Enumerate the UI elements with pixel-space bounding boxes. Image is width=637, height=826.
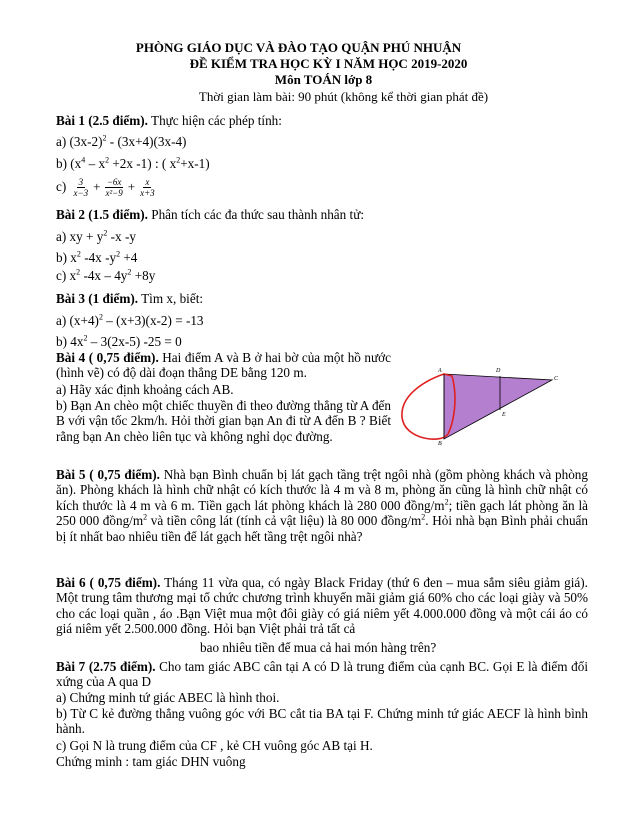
- bai7-d: Chứng minh : tam giác DHN vuông: [56, 754, 246, 769]
- bai2-b-pre: b) x: [56, 250, 77, 265]
- bai3-a-sup: 2: [98, 312, 103, 322]
- label-c: C: [554, 376, 559, 382]
- bai3-text: Tìm x, biết:: [138, 291, 204, 306]
- bai2-c-mid: -4x – 4y: [80, 268, 128, 283]
- plus-2: +: [127, 179, 136, 194]
- bai2-c-sup2: 2: [127, 267, 132, 277]
- bai3-a-end: – (x+3)(x-2) = -13: [102, 313, 204, 328]
- bai5-paragraph: [56, 467, 588, 544]
- fraction-3-den: x+3: [140, 188, 155, 199]
- bai5-text2: ; tiền gạch lát phòng ăn là 250 000 đồng/m: [56, 497, 588, 529]
- bai5-text4: . Hỏi nhà bạn Bình phải chuẩn bị ít nhất bao nhiêu tiền để lát gạch hết tầng trệt ngôi nhà?: [56, 513, 589, 544]
- bai6-last: bao nhiêu tiền để mua cả hai món hàng trên?: [200, 640, 437, 655]
- bai5-title: Bài 5 ( 0,75 điểm).: [56, 467, 160, 482]
- bai3-b-pre: b) 4x: [56, 334, 84, 349]
- label-e: E: [502, 412, 506, 418]
- bai7-paragraph: [56, 659, 588, 690]
- bai7-a: a) Chứng minh tứ giác ABEC là hình thoi.: [56, 690, 280, 705]
- bai1-b: [56, 156, 210, 171]
- bai2-b-mid: -4x -y: [80, 250, 117, 265]
- bai2-c-sup1: 2: [76, 267, 81, 277]
- subject-title: Môn TOÁN lớp 8: [274, 72, 373, 87]
- plus-1: +: [93, 179, 101, 194]
- bai7-title: Bài 7 (2.75 điểm).: [56, 659, 156, 674]
- bai1-text: Thực hiện các phép tính:: [147, 113, 282, 128]
- bai1-b-mid2: +2x -1) : ( x: [109, 156, 177, 171]
- bai4-b: b) Bạn An chèo một chiếc thuyền đi theo đường thẳng từ A đến B với vận tốc 2km/h. Hỏi thời gian bạn An đi từ A đến B ? Biết rằng bạn An chèo liên tục và không nghỉ dọc đường.: [56, 398, 391, 444]
- bai2-b-sup1: 2: [76, 249, 81, 259]
- bai1-heading: [56, 113, 282, 128]
- bai7-text: Cho tam giác ABC cân tại A có D là trung điểm của cạnh BC. Gọi E là điểm đối xứng của A qua D: [56, 659, 588, 690]
- bai7-c: c) Gọi N là trung điểm của CF , kẻ CH vuông góc AB tại H.: [56, 738, 373, 753]
- bai2-b: [56, 250, 137, 265]
- bai5-text1: Nhà bạn Bình chuẩn bị lát gạch tầng trệt ngôi nhà (gồm phòng khách và phòng ăn). Phòng khách là hình chữ nhật có kích thước là 4 m và 8 m, phòng ăn cũng là hình chữ nhật có kích thước là 4 m và 6 m. Tiền gạch lát phòng khách là 280 000 đồng/m: [56, 467, 588, 513]
- fraction-2-num: −6x: [106, 177, 122, 188]
- bai3-b-end: – 3(2x-5) -25 = 0: [87, 334, 182, 349]
- lake-figure: [392, 362, 562, 446]
- bai3-b: [56, 334, 182, 349]
- time-note: Thời gian làm bài: 90 phút (không kể thời gian phát đề): [198, 89, 489, 104]
- shaded-triangle: [444, 374, 552, 439]
- bai3-title: Bài 3 (1 điểm).: [56, 291, 139, 306]
- fraction-3: [138, 177, 157, 198]
- bai5-sup3: 2: [421, 512, 426, 522]
- fraction-1: [72, 177, 91, 198]
- fraction-1-den: x−3: [73, 188, 89, 199]
- label-a: A: [438, 368, 442, 374]
- fraction-1-num: 3: [78, 177, 84, 188]
- bai1-a-text: a) (3x-2): [56, 134, 103, 149]
- bai1-b-end: +x-1): [180, 156, 210, 171]
- exam-title: ĐỀ KIỂM TRA HỌC KỲ I NĂM HỌC 2019-2020: [189, 56, 468, 71]
- bai2-b-sup2: 2: [116, 249, 121, 259]
- fraction-2-den: x²−9: [105, 188, 123, 199]
- bai4-title: Bài 4 ( 0,75 điểm).: [56, 350, 159, 365]
- bai2-text: Phân tích các đa thức sau thành nhân tử:: [147, 207, 365, 222]
- bai1-a: [56, 134, 186, 149]
- bai3-b-sup: 2: [83, 333, 88, 343]
- label-b: B: [438, 441, 442, 446]
- bai2-a-end: -x -y: [107, 229, 136, 244]
- bai1-b-pre: b) (x: [56, 156, 82, 171]
- bai3-a: [56, 313, 204, 328]
- bai1-a-rest: - (3x+4)(3x-4): [106, 134, 187, 149]
- bai4-text: Hai điểm A và B ở hai bờ của một hồ nước (hình vẽ) có độ dài đoạn thẳng DE bằng 120 m.: [56, 350, 391, 381]
- bai2-c-end: +8y: [131, 268, 156, 283]
- bai2-a-sup: 2: [103, 228, 108, 238]
- bai1-b-sup1: 4: [81, 155, 86, 165]
- bai6-paragraph: [56, 575, 588, 637]
- bai4-a: a) Hãy xác định khoảng cách AB.: [56, 382, 234, 397]
- bai2-c: [56, 268, 155, 283]
- bai2-a: [56, 229, 136, 244]
- bai7-b: b) Từ C kẻ đường thẳng vuông góc với BC cắt tia BA tại F. Chứng minh tứ giác AECF là hình bình hành.: [56, 706, 588, 737]
- fraction-2: [103, 177, 124, 198]
- bai5-sup1: 2: [444, 497, 449, 507]
- bai5-sup2: 2: [143, 512, 148, 522]
- bai1-title: Bài 1 (2.5 điểm).: [56, 113, 148, 128]
- label-d: D: [496, 368, 501, 374]
- bai3-heading: [56, 291, 203, 306]
- bai2-c-pre: c) x: [56, 268, 77, 283]
- bai1-b-mid: – x: [85, 156, 106, 171]
- bai2-title: Bài 2 (1.5 điểm).: [56, 207, 148, 222]
- bai4-paragraph: [56, 350, 391, 381]
- bai5-text3: và tiền công lát (tính cả vật liệu) là 80 000 đồng/m: [147, 513, 422, 529]
- bai2-a-pre: a) xy + y: [56, 229, 104, 244]
- department-title: PHÒNG GIÁO DỤC VÀ ĐÀO TẠO QUẬN PHÚ NHUẬN: [135, 40, 462, 55]
- bai2-b-end: +4: [120, 250, 138, 265]
- bai2-heading: [56, 207, 364, 222]
- bai1-b-sup2: 2: [105, 155, 110, 165]
- bai1-c: [56, 176, 159, 198]
- bai1-a-sup: 2: [102, 133, 107, 143]
- bai1-c-label: c): [56, 179, 67, 194]
- bai6-title: Bài 6 ( 0,75 điểm).: [56, 575, 161, 590]
- fraction-3-num: x: [145, 177, 150, 188]
- bai3-a-pre: a) (x+4): [56, 313, 99, 328]
- bai6-text: Tháng 11 vừa qua, có ngày Black Friday (thứ 6 đen – mua sắm siêu giảm giá). Một trung tâm thương mại tổ chức chương trình khuyến mãi giảm giá 60% cho các loại giày và 50% cho các loại quần , áo .Bạn Việt mua một đôi giày có giá niêm yết 4.000.000 đồng và một cái áo có giá niêm yết 2.500.000 đồng. Hỏi bạn Việt phải trả tất cả: [56, 575, 588, 637]
- bai1-b-sup3: 2: [176, 155, 181, 165]
